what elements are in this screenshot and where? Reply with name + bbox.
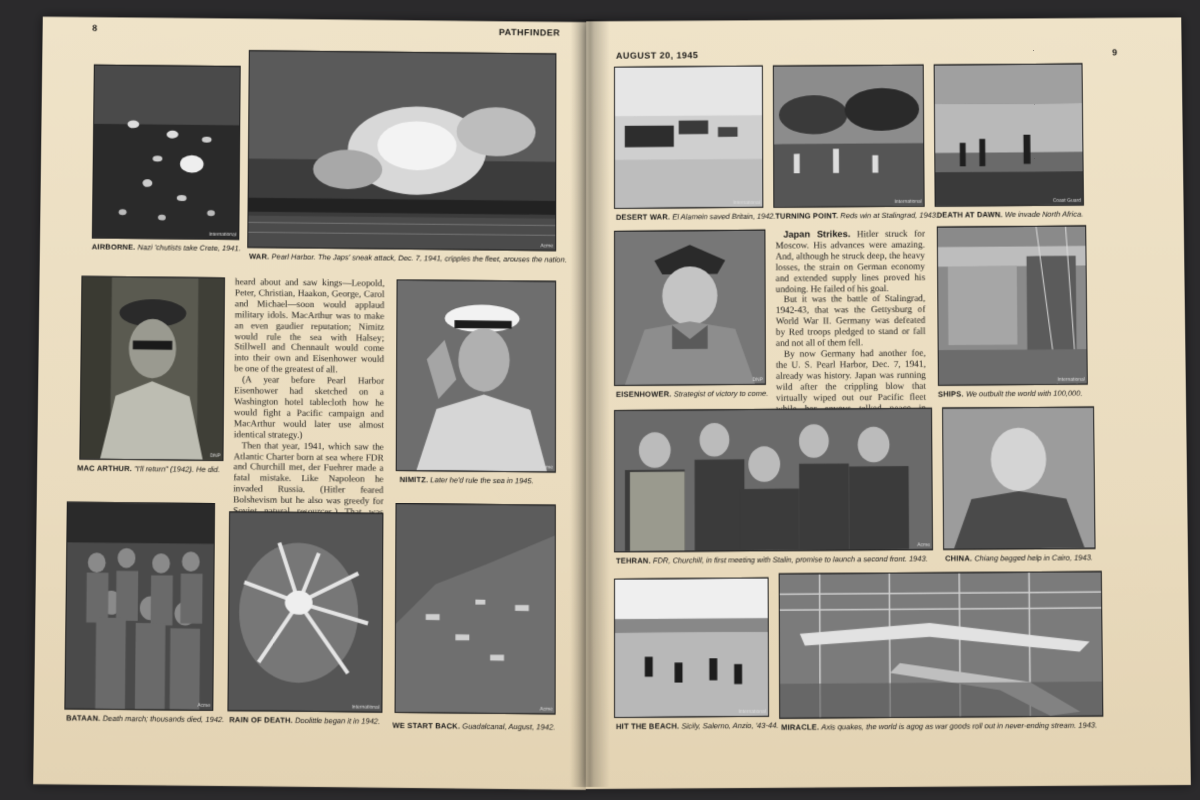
magazine-spread bbox=[33, 19, 1191, 787]
dawn-image bbox=[935, 64, 1083, 205]
strike-image bbox=[396, 504, 555, 713]
left-page bbox=[33, 17, 586, 790]
article-paragraph: (A year before Pearl Harbor Eisenhower had sketched on a Washington hotel tablecloth how he would fight a Pacific campaign and MacArthur would later use almost identical strategy.) bbox=[233, 375, 385, 441]
credit-label: Coast Guard bbox=[1052, 197, 1081, 204]
caption-desert-war: DESERT WAR. El Alamein saved Britain, 1942. bbox=[615, 211, 776, 222]
caption-hit-the-beach: HIT THE BEACH. Sicily, Salerno, Anzio, '43-44. bbox=[616, 720, 779, 732]
photo-war bbox=[247, 50, 556, 251]
desert-image bbox=[615, 67, 762, 208]
caption-china: CHINA. Chiang begged help in Cairo, 1943. bbox=[945, 552, 1093, 564]
photo-eisenhower bbox=[614, 230, 766, 386]
turning-image bbox=[774, 65, 924, 206]
ships-image bbox=[938, 226, 1087, 384]
section-head-japan-strikes: Japan Strikes. bbox=[783, 228, 851, 240]
credit-label: DNP bbox=[752, 376, 763, 383]
credit-label: Acme bbox=[917, 542, 931, 549]
credit-label: International bbox=[1057, 376, 1085, 383]
caption-airborne: AIRBORNE. Nazi 'chutists take Crete, 1941. bbox=[91, 242, 241, 253]
war-image bbox=[248, 51, 555, 250]
photo-rain-of-death bbox=[227, 511, 383, 712]
photo-desert-war bbox=[614, 66, 763, 209]
caption-turning-point: TURNING POINT. Reds win at Stalingrad, 1943. bbox=[775, 210, 939, 221]
caption-bataan: BATAAN. Death march; thousands died, 1942. bbox=[66, 713, 225, 725]
miracle-image bbox=[780, 572, 1103, 718]
credit-label: Acme bbox=[197, 702, 211, 709]
credit-label: International bbox=[894, 198, 922, 205]
photo-turning-point bbox=[773, 64, 925, 207]
credit-label: International bbox=[351, 704, 380, 711]
credit-label: International bbox=[208, 231, 237, 238]
credit-label: International bbox=[732, 199, 761, 207]
photo-miracle bbox=[779, 571, 1104, 719]
caption-nimitz: NIMITZ. Later he'd rule the sea in 1945. bbox=[399, 474, 534, 486]
credit-label: Acme bbox=[539, 706, 553, 713]
photo-nimitz bbox=[396, 279, 556, 472]
credit-label: Acme bbox=[540, 243, 554, 250]
right-page bbox=[586, 17, 1191, 789]
caption-ships: SHIPS. We outbuilt the world with 100,000. bbox=[937, 388, 1083, 399]
credit-label: International bbox=[738, 708, 767, 715]
credit-label: DNP bbox=[209, 452, 221, 460]
caption-war: WAR. Pearl Harbor. The Japs' sneak attack, Dec. 7, 1941, cripples the fleet, arouses the nation. bbox=[249, 251, 567, 265]
caption-rain-of-death: RAIN OF DEATH. Doolittle began it in 1942. bbox=[229, 715, 381, 726]
caption-tehran: TEHRAN. FDR, Churchill, in first meeting with Stalin, promise to launch a second front. 1943. bbox=[616, 554, 928, 566]
beach-image bbox=[615, 578, 768, 716]
photo-we-start-back bbox=[395, 503, 556, 714]
article-paragraph: By now Germany had another foe, the U. S. Pearl Harbor, Dec. 7, 1941, already was history. Japan was running wild after the crippling blow that virtually wiped out our Pacific fleet bbox=[775, 348, 927, 404]
caption-miracle: MIRACLE. Axis quakes, the world is agog as war goods roll out in never-ending stream. 1943. bbox=[781, 720, 1098, 732]
photo-bataan bbox=[64, 502, 215, 711]
credit-label: Acme bbox=[540, 464, 553, 471]
caption-we-start-back: WE START BACK. Guadalcanal, August, 1942. bbox=[392, 720, 556, 732]
photo-china bbox=[942, 407, 1096, 550]
tehran-image bbox=[615, 409, 932, 552]
photo-ships bbox=[937, 225, 1088, 385]
eisenhower-image bbox=[615, 231, 765, 385]
left-page-number: 8 bbox=[92, 23, 98, 33]
nimitz-image bbox=[397, 280, 555, 471]
china-image bbox=[943, 408, 1094, 549]
article-paragraph: But it was the battle of Stalingrad, 1942-43, that was the Gettysburg of World War II. Germany was defeated by Red troops pledged to stand or fall and not all of them fell. bbox=[775, 294, 926, 349]
caption-eisenhower: EISENHOWER. Strategist of victory to come. bbox=[615, 388, 769, 399]
photo-death-at-dawn bbox=[934, 63, 1084, 206]
article-paragraph: heard about and saw kings—Leopold, Peter, Christian, Haakon, George, Carol and Michael—soon would applaud military idols. MacArthur was to make an even gaudier reputation; Nimitz would rule the sea with Halsey; Stillwell and Chennault would come into their own and Eisenhower would be one of the greatest of all. bbox=[234, 277, 385, 376]
right-running-head: AUGUST 20, 1945 bbox=[615, 50, 699, 61]
photo-airborne bbox=[92, 64, 241, 240]
photo-tehran bbox=[614, 408, 933, 553]
rain-image bbox=[228, 512, 382, 711]
macarthur-image bbox=[80, 277, 224, 460]
article-paragraph: Japan Strikes. Hitler struck for Moscow. His advances were amazing. And, although he struck deep, the heavy losses, the strain on German economy and extended supply lines proved his undoing. He failed of his goal. bbox=[775, 228, 926, 295]
article-paragraph: Then that year, 1941, which saw the Atlantic Charter born at sea where FDR and Churchill met, der Fuehrer made a fatal mistake. Like Napoleon he invaded Russia. (Hitler feared Bolshevism but he also was greedy for bbox=[233, 440, 384, 508]
bataan-image bbox=[65, 503, 214, 710]
caption-death-at-dawn: DEATH AT DAWN. We invade North Africa. bbox=[936, 209, 1084, 220]
left-running-head: PATHFINDER bbox=[498, 27, 561, 38]
photo-macarthur bbox=[79, 276, 225, 461]
airborne-image bbox=[93, 65, 240, 239]
right-page-number: 9 bbox=[1112, 47, 1118, 58]
caption-macarthur: MAC ARTHUR. "I'll return" (1942). He did. bbox=[77, 463, 220, 475]
photo-hit-the-beach bbox=[614, 577, 769, 717]
